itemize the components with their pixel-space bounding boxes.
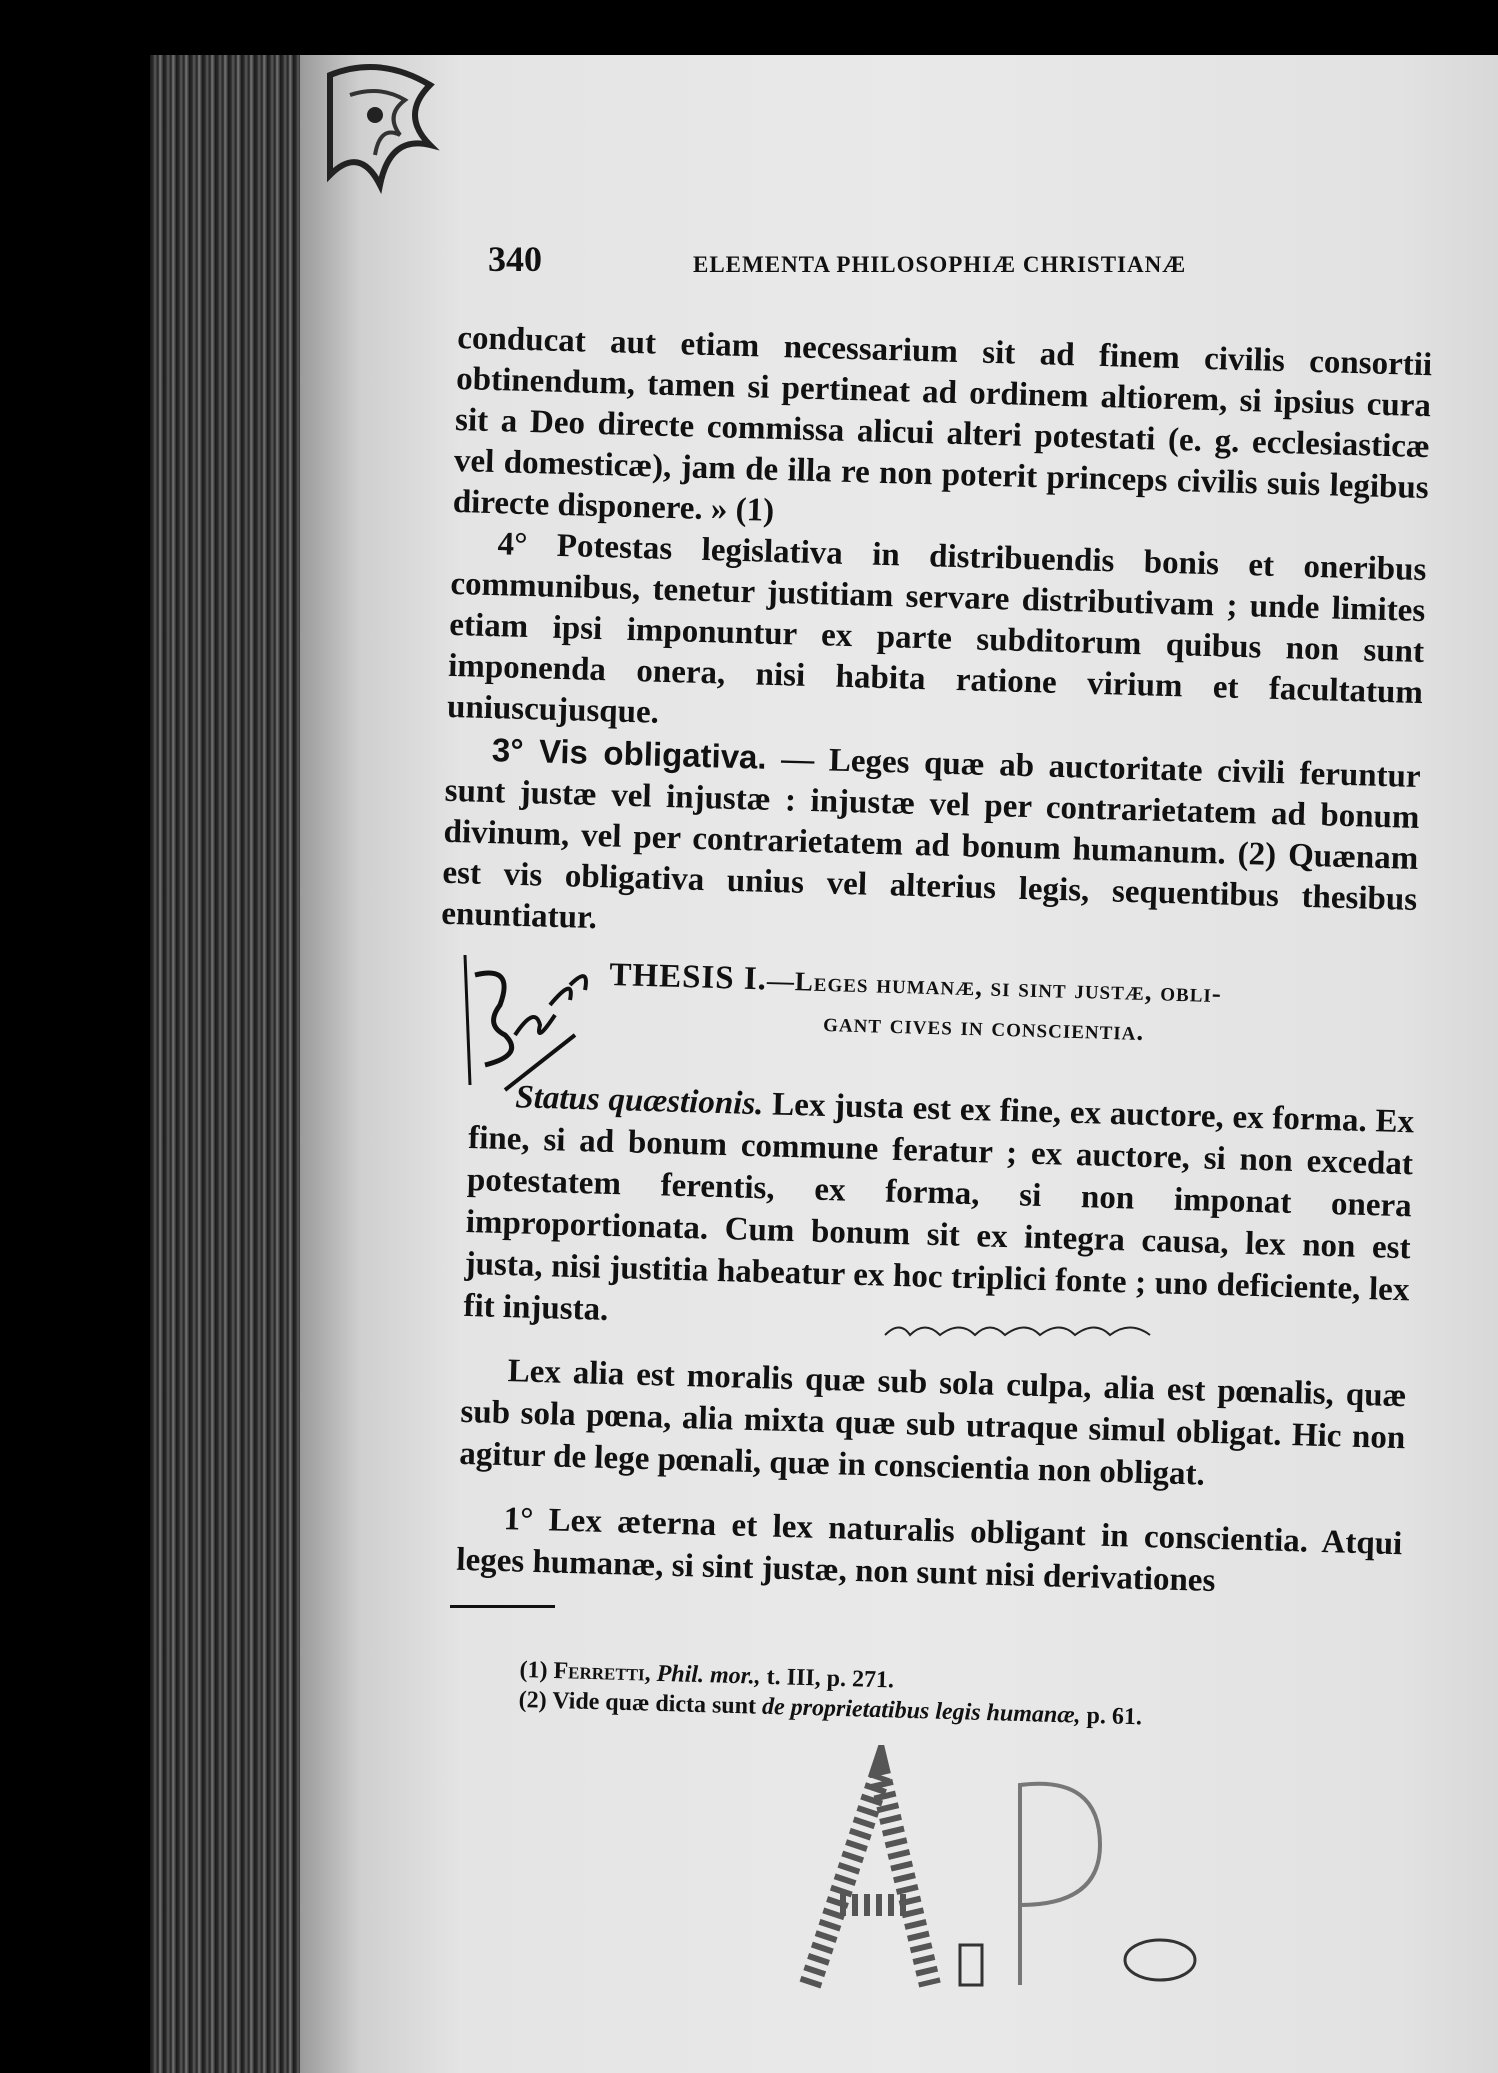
footnote-ref: t. III, p. 271. xyxy=(766,1663,895,1694)
footnote-mark: (1) xyxy=(519,1656,548,1684)
footnote-mark: (2) xyxy=(518,1686,548,1714)
section-heading: 3° Vis obligativa. xyxy=(491,731,768,776)
body-text xyxy=(441,318,1433,962)
paragraph-point-4: 4° Potestas legislativa in distribuendis bonis et oneribus communibus, tenetur justitiam servare distributivam ; unde limites etiam ipsi imponuntur ex parte subditorum quibus non sunt imponenda onera, nisi habita ratione virium et facultatum uniuscujusque. xyxy=(446,526,1427,731)
footnote-work: Phil. mor., xyxy=(656,1660,762,1690)
thesis-line1: —Leges humanæ, si sint justæ, obli- xyxy=(766,965,1223,1009)
corner-ornament-icon xyxy=(320,55,460,235)
paragraph-continuation: conducat aut etiam necessarium sit ad finem civilis consortii obtinendum, tamen si pertineat ad ordinem altiorem, si ipsius cura sit a Deo directe commissa alicui alteri potestati (e. g. ecclesiasticæ vel domesticæ), jam de illa re non poterit princeps civilis suis legibus directe disponere. » (1) xyxy=(452,319,1433,529)
stamp-initials xyxy=(770,1745,1210,1995)
book-edge xyxy=(150,55,320,2073)
running-title: ELEMENTA PHILOSOPHIÆ CHRISTIANÆ xyxy=(693,252,1187,277)
paragraph-status xyxy=(463,1075,1415,1353)
page-number: 340 xyxy=(488,239,542,279)
status-label: Status quæstionis. xyxy=(514,1079,764,1123)
paragraph-vis-obligativa xyxy=(441,728,1421,962)
paragraph-text: — Leges quæ ab auctoritate civili feruntur sunt justæ vel injustæ : injustæ vel per contrarietatem ad bonum divinum, vel per contrarietatem ad bonum humanum. (2) Quænam est vis obligativa unius vel alterius legis, sequentibus thesibus enuntiatur. xyxy=(440,741,1422,937)
footnote-author: Ferretti, xyxy=(553,1657,652,1687)
paragraph-point-1: 1° Lex æterna et lex naturalis obligant in conscientia. Atqui leges humanæ, si sint justæ, non sunt nisi derivationes xyxy=(455,1501,1403,1600)
thesis-label: THESIS I. xyxy=(608,956,768,998)
footnote-text: Vide quæ dicta sunt xyxy=(551,1687,757,1720)
handwritten-interlinear xyxy=(880,1315,1160,1345)
footnote-ref: p. 61. xyxy=(1086,1702,1143,1731)
thesis-line2: gant cives in conscientia. xyxy=(822,1006,1145,1046)
paragraph-text: Lex justa est ex fine, ex auctore, ex forma. Ex fine, si ad bonum commune feratur ; ex auctore, si non excedat potestatem ferentis, ex forma, si non imponat onera improportionata. Cum bonum sit ex integra causa, lex non est justa, nisi justitia habeatur ex hoc triplici fonte ; uno deficiente, lex fit injusta. xyxy=(463,1086,1415,1328)
paragraph-lex-alia: Lex alia est moralis quæ sub sola culpa, alia est pœnalis, quæ sub sola pœna, alia mixta quæ sub utraque simul obligat. Hic non agitur de lege pœnali, quæ in conscientia non obligat. xyxy=(458,1353,1407,1493)
footnote-rule xyxy=(450,1605,555,1608)
page-header xyxy=(488,238,1288,278)
footnote-italic: de proprietatibus legis humanæ, xyxy=(761,1693,1081,1729)
handwritten-margin-note xyxy=(445,945,605,1095)
